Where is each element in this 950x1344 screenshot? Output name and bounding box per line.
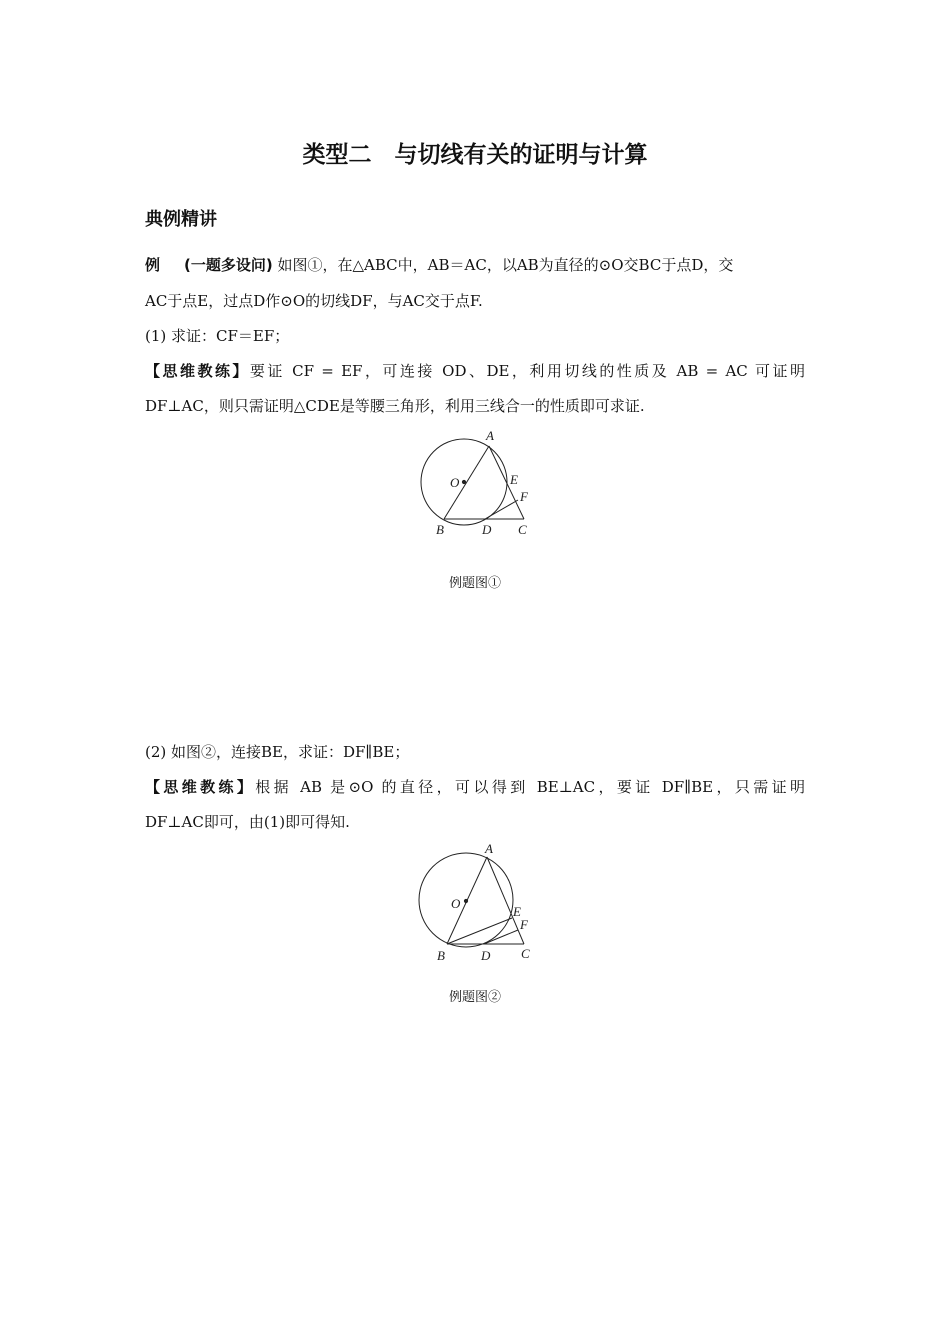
question-1: (1) 求证：CF＝EF； <box>145 327 290 345</box>
page-title: 类型二 与切线有关的证明与计算 <box>302 142 648 168</box>
example-tag: (一题多设问) <box>184 256 273 274</box>
svg-text:C: C <box>518 522 527 537</box>
svg-text:C: C <box>521 946 530 961</box>
hint-text: 根据 AB 是⊙O 的直径，可以得到 BE⊥AC，要证 DF∥BE，只需证明 <box>255 778 805 796</box>
svg-text:E: E <box>510 472 518 487</box>
svg-text:B: B <box>436 522 444 537</box>
svg-text:F: F <box>520 917 528 932</box>
hint-2-line-2: DF⊥AC即可，由(1)即可得知. <box>145 813 350 831</box>
svg-text:D: D <box>482 522 492 537</box>
example-number: 例 <box>145 256 161 274</box>
hint-2 <box>145 778 805 796</box>
svg-text:A: A <box>486 428 494 443</box>
svg-text:A: A <box>485 841 493 856</box>
figure-2 <box>419 853 524 947</box>
hint-text: 要证 CF = EF，可连接 OD、DE，利用切线的性质及 AB = AC 可证明 <box>249 362 805 380</box>
figure-2-caption: 例题图② <box>448 990 501 1005</box>
problem-text-2: AC于点E，过点D作⊙O的切线DF，与AC交于点F. <box>145 292 483 310</box>
figure-1 <box>421 439 524 525</box>
svg-text:E: E <box>513 904 521 919</box>
problem-text: 如图①，在△ABC中，AB＝AC，以AB为直径的⊙O交BC于点D，交 <box>277 256 734 274</box>
figure-1-caption: 例题图① <box>448 576 501 591</box>
hint-1-line-2: DF⊥AC，则只需证明△CDE是等腰三角形，利用三线合一的性质即可求证. <box>145 397 645 415</box>
question-2: (2) 如图②，连接BE，求证：DF∥BE； <box>145 743 410 761</box>
hint-label: 【思维教练】 <box>145 778 256 796</box>
svg-text:D: D <box>481 948 491 963</box>
svg-text:O: O <box>450 475 460 490</box>
hint-label: 【思维教练】 <box>145 362 250 380</box>
svg-text:B: B <box>437 948 445 963</box>
svg-text:F: F <box>520 489 528 504</box>
section-heading: 典例精讲 <box>145 209 217 230</box>
svg-text:O: O <box>451 896 461 911</box>
